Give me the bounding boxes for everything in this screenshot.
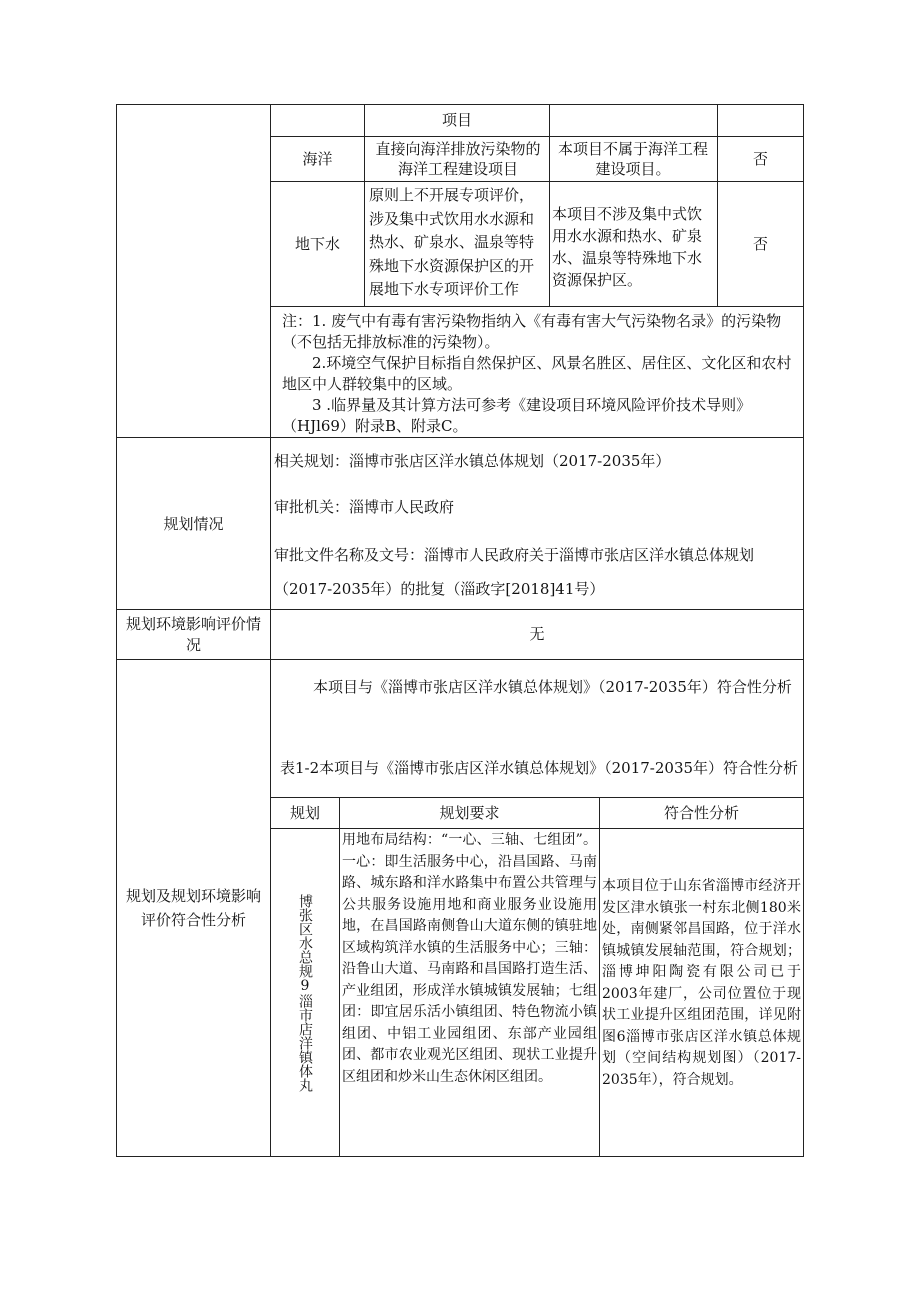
inner-header-requirement [340,798,599,828]
inner-requirement-text: 用地布局结构：“一心、三轴、七组团”。一心：即生活服务中心，沿昌国路、马南路、城东路和洋水路集中布置公共管理与公共服务设施用地和商业服务业设施用地，在昌国路南侧鲁山大道东侧的镇驻地区域构筑洋水镇的生活服务中心；三轴：沿鲁山大道、马南路和昌国路打造生活、产业组团，形成洋水镇城镇发展轴；七组团：即宜居乐活小镇组团、特色物流小镇组团、中铝工业园组团、东部产业园组团、都市农业观光区组团、现状工业提升区组团和炒米山生态休闲区组团。 [342,832,597,1085]
groundwater-result [718,182,803,306]
rule-inner-c2 [339,797,340,1157]
inner-analysis-text: 本项目位于山东省淄博市经济开发区津水镇张一村东北侧180米处，南侧紧邻昌国路，位于洋水镇城镇发展轴范围，符合规划；淄博坤阳陶瓷有限公司已于2003年建厂，公司位置位于现状工业提升区组团范围，详见附图6淄博市张店区洋水镇总体规划（空间结构规划图）（2017-2035年），符合规划。 [602,878,801,1088]
rule-inner-head-bottom [270,828,804,829]
env-eval-label-text: 规划环境影响评价情况 [125,614,261,654]
groundwater-category-text: 地下水 [294,234,340,253]
rule-inner-c3 [599,797,600,1157]
rule-top-c3 [549,104,550,307]
planning-document-text: 审批文件名称及文号：淄博市人民政府关于淄博市张店区洋水镇总体规划（2017-2035年）的批复（淄政字[2018]41号） [274,546,755,598]
ocean-requirement [369,137,547,181]
ocean-analysis [551,137,715,181]
groundwater-analysis-text: 本项目不涉及集中式饮用水水源和热水、矿泉水、温泉等特殊地下水资源保护区。 [552,205,703,289]
planning-document [274,538,800,606]
conformity-intro-text: 本项目与《淄博市张店区洋水镇总体规划》（2017-2035年）符合性分析 [313,678,792,696]
inner-header-plan [271,798,339,828]
env-eval-label [117,610,270,659]
planning-authority-text: 审批机关：淄博市人民政府 [274,498,455,516]
inner-plan-name-text: 博张区水总规9淄市店洋镇体丸 [297,893,313,1092]
planning-related [274,450,800,472]
conformity-table-caption [276,757,802,797]
inner-requirement [342,830,597,1088]
inner-header-plan-text: 规划 [289,803,320,822]
conformity-label [117,660,270,1156]
ocean-result [718,137,803,181]
groundwater-requirement [369,184,547,304]
inner-analysis [602,876,801,1091]
env-eval-value-text: 无 [529,625,545,643]
groundwater-analysis [552,203,714,293]
groundwater-requirement-text: 原则上不开展专项评价，涉及集中式饮用水水源和热水、矿泉水、温泉等特殊地下水资源保护区的开展地下水专项评价工作 [369,186,535,298]
rule-row3 [270,306,804,307]
notes-block [282,311,798,435]
planning-label-text: 规划情况 [163,514,224,533]
header-project-text: 项目 [441,110,472,129]
header-project-cell [365,104,549,136]
note-1: 注：1. 废气中有毒有害污染物指纳入《有毒有害大气污染物名录》的污染物（不包括无排放标准的污染物）。 [282,312,782,351]
planning-authority [274,496,800,518]
conformity-table-caption-text: 表1-2本项目与《淄博市张店区洋水镇总体规划》（2017-2035年）符合性分析 [279,759,799,777]
ocean-analysis-text: 本项目不属于海洋工程建设项目。 [557,140,708,178]
rule-bottom [116,1156,804,1157]
ocean-category [271,137,364,181]
planning-label [117,438,270,609]
env-eval-value [271,610,803,659]
inner-header-analysis-text: 符合性分析 [663,803,739,822]
groundwater-result-text: 否 [752,234,768,253]
inner-header-requirement-text: 规划要求 [439,803,500,822]
note-3: 3 .临界量及其计算方法可参考《建设项目环境风险评价技术导则》（HJl69）附录B、附录C。 [282,396,752,435]
groundwater-category [271,182,364,306]
conformity-label-text: 规划及规划环境影响评价符合性分析 [125,887,261,929]
note-2: 2.环境空气保护目标指自然保护区、风景名胜区、居住区、文化区和农村地区中人群较集中的区域。 [282,354,792,393]
planning-related-text: 相关规划：淄博市张店区洋水镇总体规划（2017-2035年） [274,452,671,470]
ocean-category-text: 海洋 [302,149,333,168]
conformity-intro [273,670,799,704]
ocean-result-text: 否 [752,149,768,168]
inner-header-analysis [600,798,803,828]
ocean-requirement-text: 直接向海洋排放污染物的海洋工程建设项目 [375,140,541,178]
rule-right [803,104,804,1157]
inner-plan-name [271,829,339,1156]
